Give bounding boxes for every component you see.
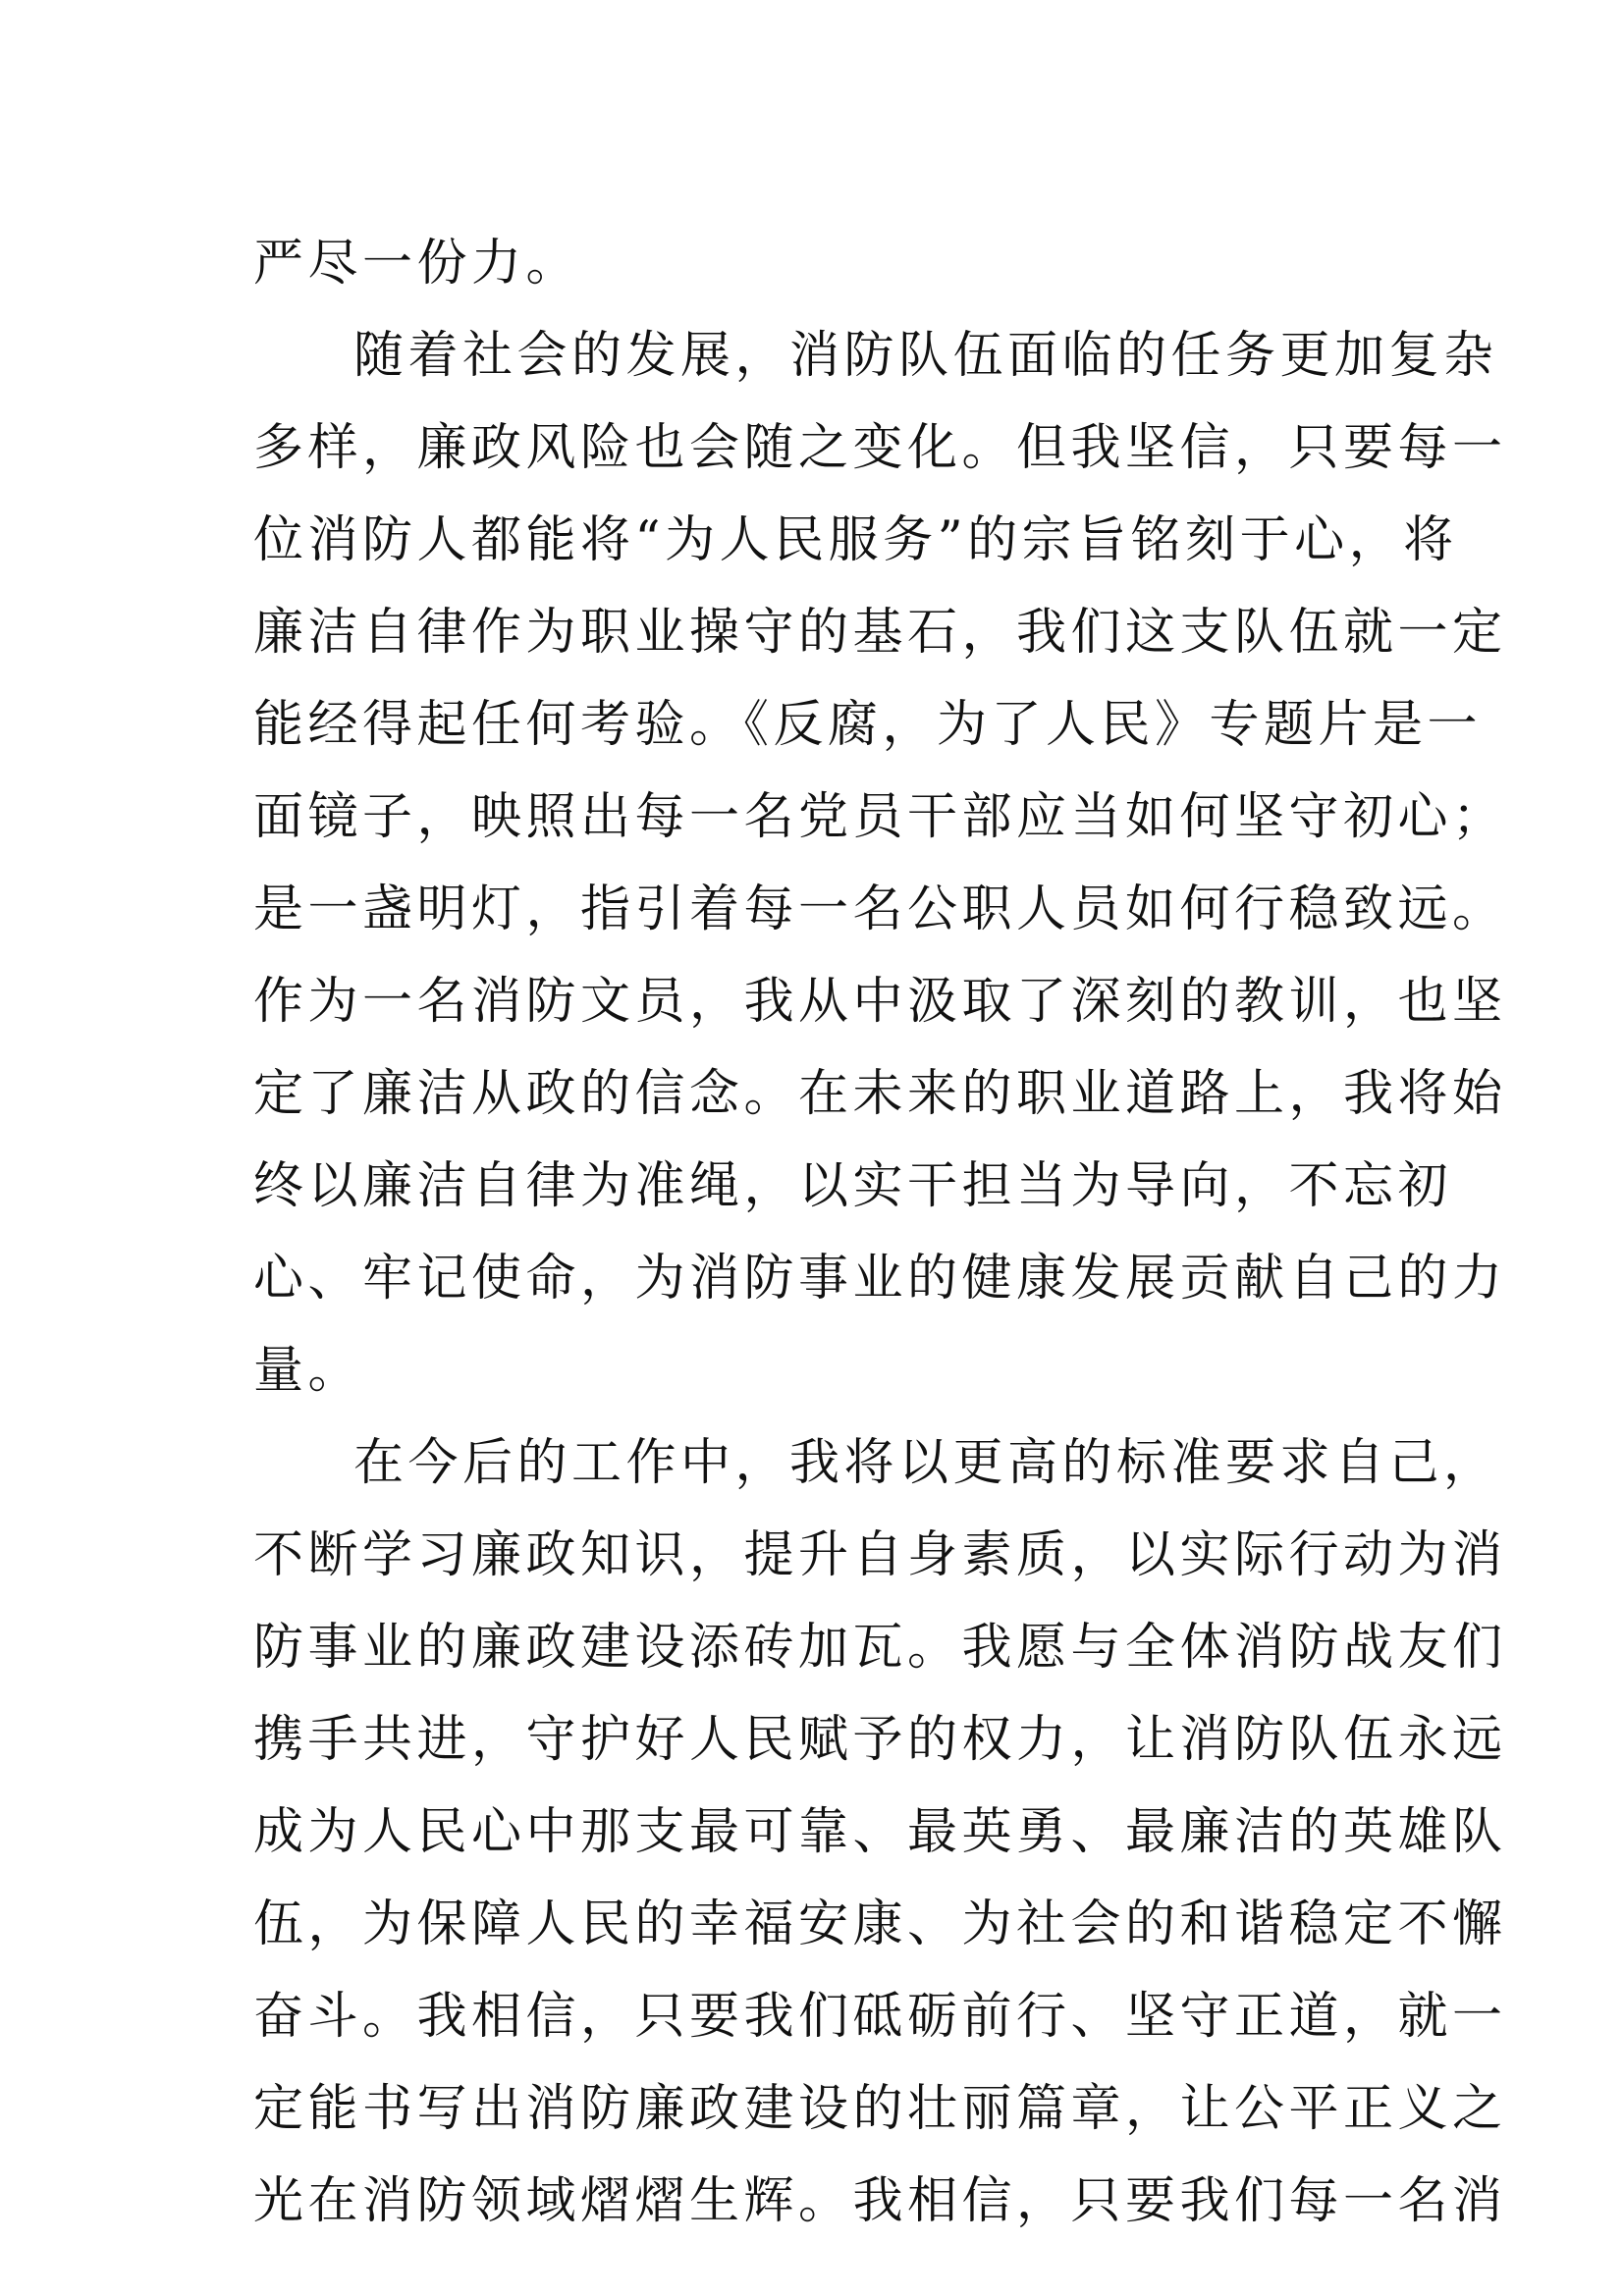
body-text [253, 218, 1507, 2248]
text-line: 量。 [253, 1342, 363, 1400]
text-line: 廉洁自律作为职业操守的基石，我们这支队伍就一定 [253, 604, 1507, 662]
text-line: 成为人民心中那支最可靠、最英勇、最廉洁的英雄队 [253, 1803, 1507, 1861]
text-line: 防事业的廉政建设添砖加瓦。我愿与全体消防战友们 [253, 1619, 1507, 1677]
text-line: 心、牢记使命，为消防事业的健康发展贡献自己的力 [253, 1250, 1507, 1308]
text-line: 能经得起任何考验。《反腐，为了人民》专题片是一 [253, 696, 1483, 754]
text-line: 面镜子，映照出每一名党员干部应当如何坚守初心； [253, 788, 1507, 846]
text-line: 定了廉洁从政的信念。在未来的职业道路上，我将始 [253, 1065, 1507, 1123]
text-line: 位消防人都能将“为人民服务”的宗旨铭刻于心，将 [253, 511, 1458, 569]
text-line: 严尽一份力。 [253, 235, 581, 293]
text-line: 光在消防领域熠熠生辉。我相信，只要我们每一名消 [253, 2172, 1507, 2230]
text-line: 作为一名消防文员，我从中汲取了深刻的教训，也坚 [253, 973, 1507, 1031]
text-line: 定能书写出消防廉政建设的壮丽篇章，让公平正义之 [253, 2080, 1507, 2138]
paragraph-start-line: 在今后的工作中，我将以更高的标准要求自己， [353, 1434, 1498, 1492]
text-line: 奋斗。我相信，只要我们砥砺前行、坚守正道，就一 [253, 1988, 1507, 2046]
paragraph-start-line: 随着社会的发展，消防队伍面临的任务更加复杂 [353, 327, 1498, 385]
text-line: 携手共进，守护好人民赋予的权力，让消防队伍永远 [253, 1711, 1507, 1769]
text-line: 是一盏明灯，指引着每一名公职人员如何行稳致远。 [253, 881, 1507, 938]
text-line: 不断学习廉政知识，提升自身素质，以实际行动为消 [253, 1526, 1507, 1584]
text-line: 多样，廉政风险也会随之变化。但我坚信，只要每一 [253, 419, 1507, 477]
text-line: 伍，为保障人民的幸福安康、为社会的和谐稳定不懈 [253, 1896, 1507, 1953]
text-line: 终以廉洁自律为准绳，以实干担当为导向，不忘初 [253, 1157, 1453, 1215]
